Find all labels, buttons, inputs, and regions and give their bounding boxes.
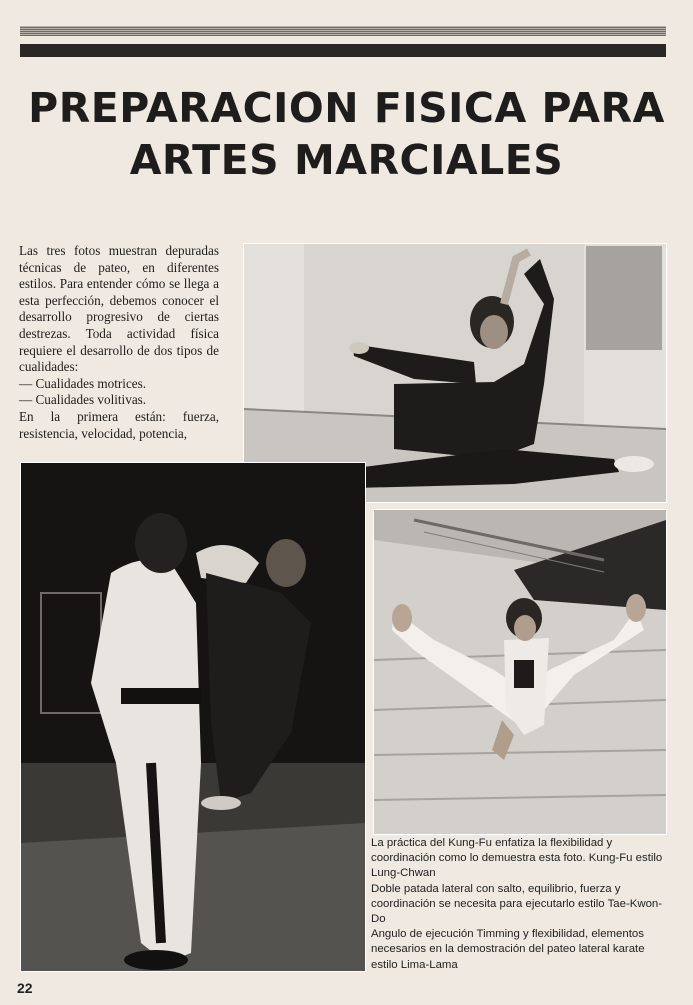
header-rule-thin bbox=[20, 26, 666, 36]
intro-paragraph: Las tres fotos muestran depuradas técnicas de pateo, en diferentes estilos. Para entender cómo se llega a esta perfección, debemos conocer el desarrollo progresivo de ciertas destrezas. Toda actividad física requiere el desarrollo de dos tipos de cualidades: bbox=[19, 243, 219, 375]
caption-taekwondo: Doble patada lateral con salto, equilibrio, fuerza y coordinación se necesita para ejecutarlo estilo Tae-Kwon-Do bbox=[371, 882, 663, 926]
intro-text bbox=[19, 243, 219, 442]
title-line-1: PREPARACION FISICA PARA bbox=[28, 84, 665, 132]
photo-taekwondo-kick bbox=[20, 462, 366, 972]
caption-limalama: Angulo de ejecución Timming y flexibilidad, elementos necesarios en la demostración del pateo lateral karate estilo Lima-Lama bbox=[371, 928, 645, 971]
page-number: 22 bbox=[17, 980, 33, 996]
caption-kungfu: La práctica del Kung-Fu enfatiza la flexibilidad y coordinación como lo demuestra esta foto. Kung-Fu estilo Lung-Chwan bbox=[371, 837, 663, 880]
article-title bbox=[0, 82, 693, 186]
photo-limalama-jump bbox=[373, 509, 667, 835]
intro-list-item: — Cualidades volitivas. bbox=[19, 392, 147, 408]
intro-paragraph: En la primera están: fuerza, resistencia, velocidad, potencia, bbox=[19, 408, 219, 441]
title-line-2: ARTES MARCIALES bbox=[129, 136, 564, 184]
header-rule-thick bbox=[20, 44, 666, 57]
intro-list-item: — Cualidades motrices. bbox=[19, 375, 147, 391]
photo-caption bbox=[371, 836, 671, 973]
